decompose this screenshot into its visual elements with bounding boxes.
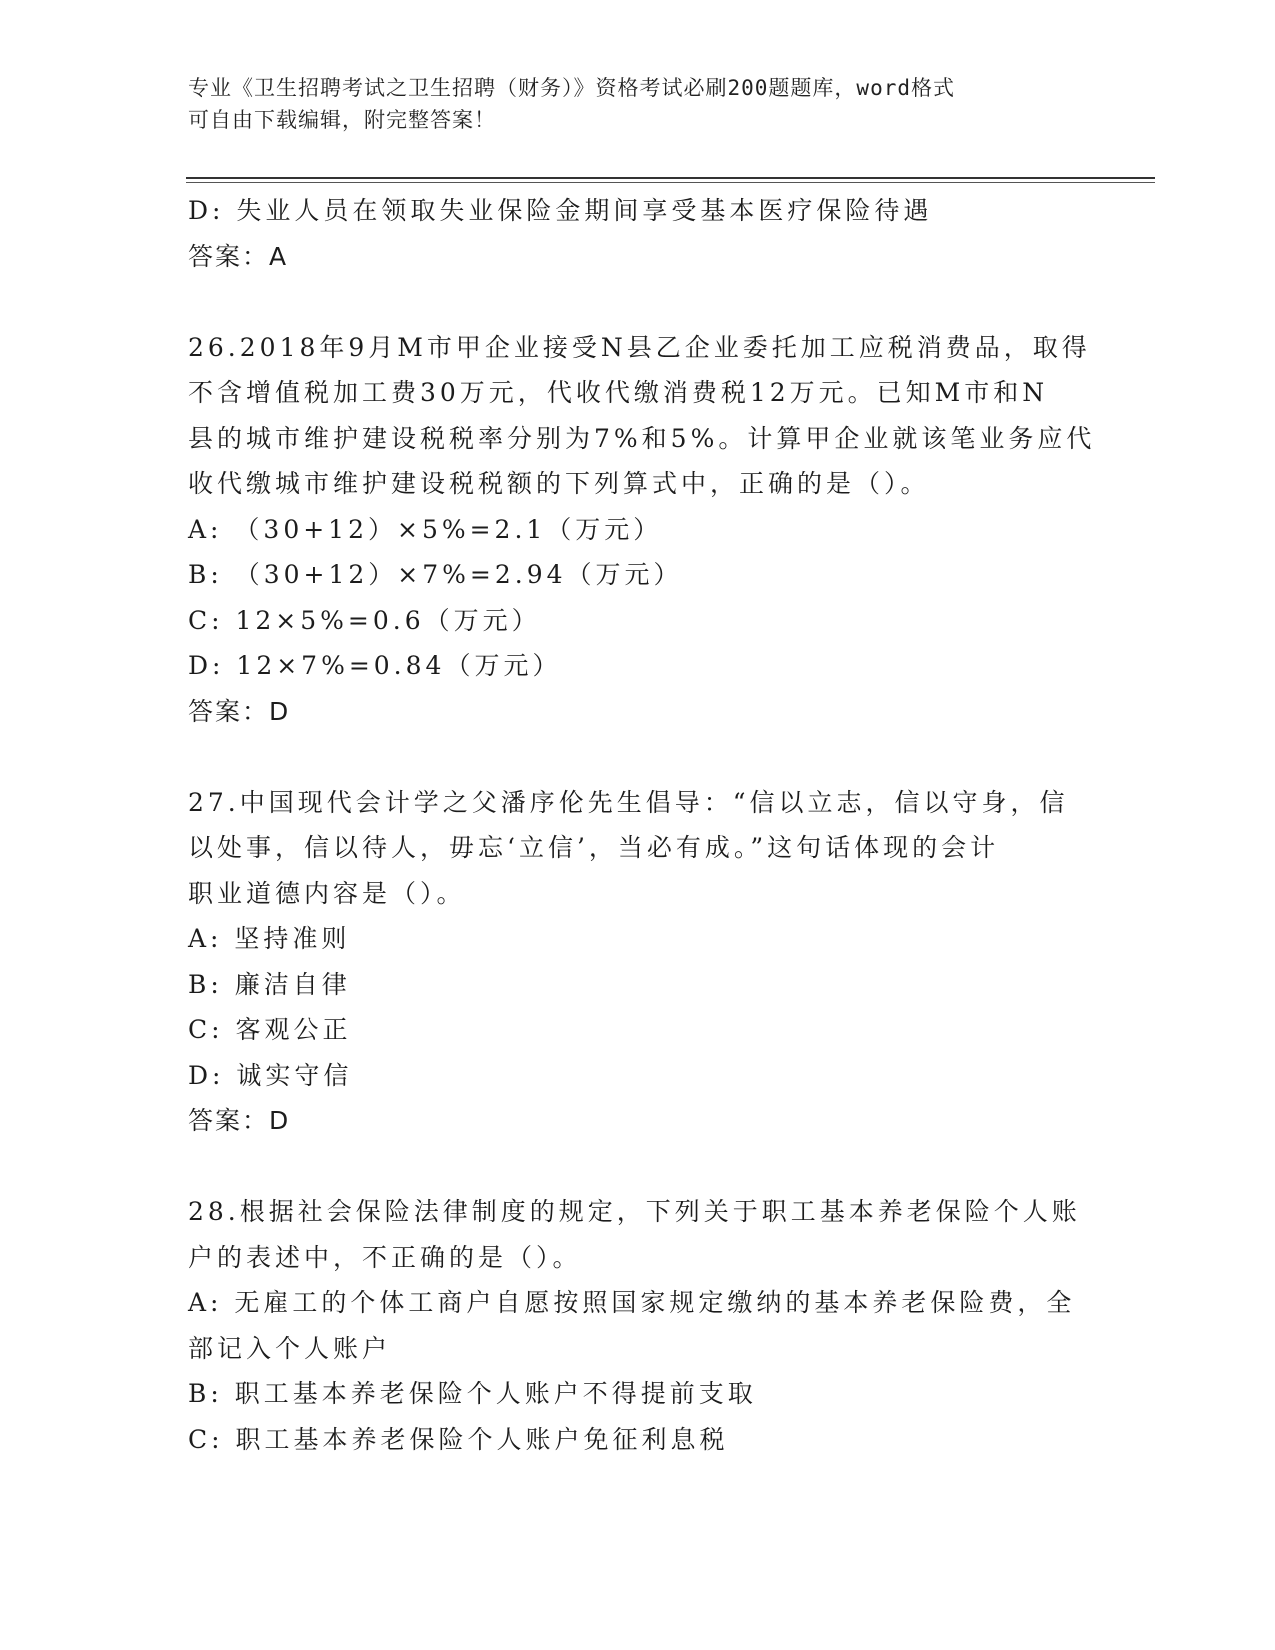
header-line-1: 专业《卫生招聘考试之卫生招聘（财务）》资格考试必刷200题题库，word格式 [188,76,955,100]
option-c: C: 客观公正 [188,1015,352,1044]
option-c: C: 职工基本养老保险个人账户免征利息税 [188,1424,729,1454]
question-stem-line: 户的表述中，不正确的是（）。 [188,1242,582,1272]
question-26 [188,325,1096,735]
option-a: A: 无雇工的个体工商户自愿按照国家规定缴纳的基本养老保险费，全 [188,1288,1076,1317]
question-stem-line: 职业道德内容是（）。 [188,878,466,908]
option-d: D: 诚实守信 [188,1060,353,1090]
question-27 [188,780,1088,1144]
option-a: A: （30+12）×5%=2.1（万元） [188,514,663,544]
header-line-2: 可自由下载编辑，附完整答案！ [188,108,496,132]
header-divider-thick [186,177,1155,179]
spacer [188,279,1088,325]
answer-line: 答案：A [188,241,289,271]
answer-line: 答案：D [188,1106,291,1135]
option-d: D: 12×7%=0.84（万元） [188,651,562,680]
question-stem-line: 以处事，信以待人，毋忘‘立信’，当必有成。”这句话体现的会计 [188,833,1000,862]
header-divider-thin [186,182,1155,183]
answer-line: 答案：D [188,696,291,726]
option-b: B: 职工基本养老保险个人账户不得提前支取 [188,1379,757,1408]
spacer [188,734,1088,780]
option-b: B: （30+12）×7%=2.94（万元） [188,560,683,589]
option-a-continued: 部记入个人账户 [188,1333,392,1363]
option-a: A: 坚持准则 [188,924,351,953]
question-stem-line: 26.2018年9月M市甲企业接受N县乙企业委托加工应税消费品，取得 [188,332,1091,362]
document-body [188,188,1096,1462]
spacer [188,1144,1088,1190]
option-d: D: 失业人员在领取失业保险金期间享受基本医疗保险待遇 [188,196,933,225]
question-stem-line: 收代缴城市维护建设税税额的下列算式中，正确的是（）。 [188,469,930,498]
question-28 [188,1189,1088,1462]
page-header [188,72,1068,136]
option-b: B: 廉洁自律 [188,969,351,999]
question-stem-line: 28.根据社会保险法律制度的规定，下列关于职工基本养老保险个人账 [188,1197,1081,1226]
question-stem-line: 县的城市维护建设税税率分别为7%和5%。计算甲企业就该笔业务应代 [188,423,1096,453]
option-c: C: 12×5%=0.6（万元） [188,605,541,635]
question-25-tail [188,188,1088,279]
question-stem-line: 不含增值税加工费30万元，代收代缴消费税12万元。已知M市和N [188,378,1049,407]
question-stem-line: 27.中国现代会计学之父潘序伦先生倡导：“信以立志，信以守身，信 [188,787,1069,817]
